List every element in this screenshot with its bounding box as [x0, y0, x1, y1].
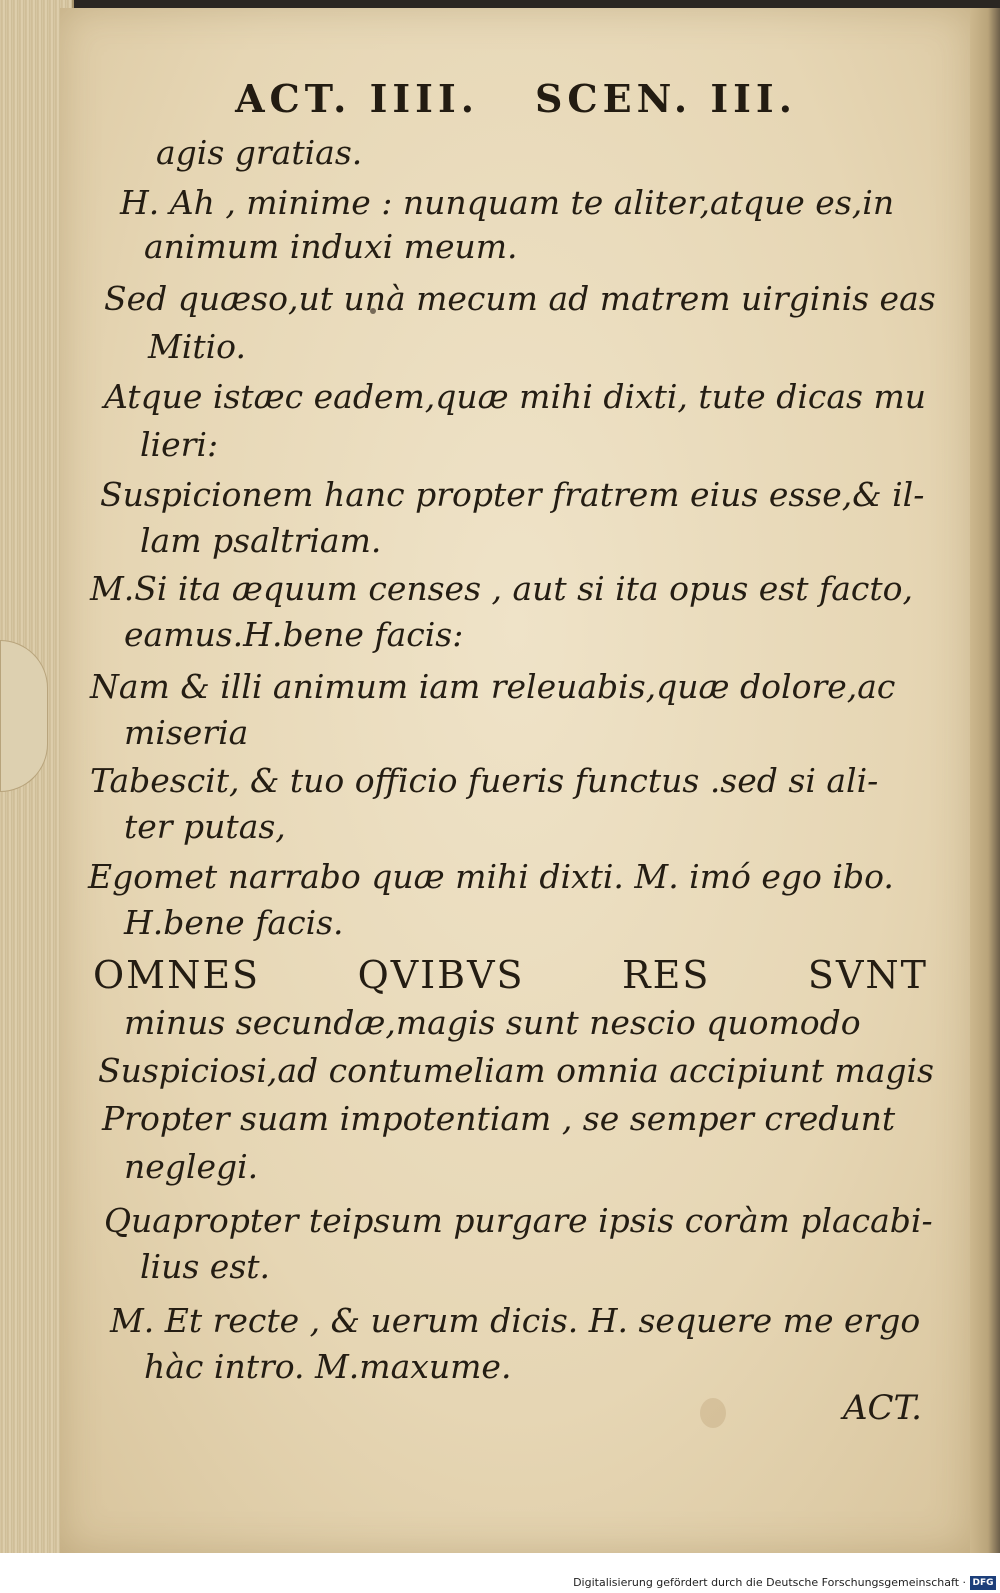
footer-bar [0, 1553, 1000, 1593]
paper-stain [700, 1398, 726, 1428]
caps-word: OMNES [93, 953, 261, 997]
text-line: Nam & illi animum iam releuabis,quæ dolore,ac [90, 667, 896, 706]
text-line: M. Et recte , & uerum dicis. H. sequere me ergo [110, 1301, 921, 1340]
text-line: ter putas, [124, 807, 286, 846]
text-line: Quapropter teipsum purgare ipsis coràm placabi- [104, 1201, 933, 1240]
text-line: Egomet narrabo quæ mihi dixti. M. imó ego ibo. [88, 857, 894, 896]
text-line: lam psaltriam. [140, 521, 382, 560]
text-line: Suspicionem hanc propter fratrem eius esse,& il- [100, 475, 925, 514]
text-line: H. Ah , minime : nunquam te aliter,atque es,in [120, 183, 895, 222]
text-line: lieri: [140, 425, 219, 464]
text-line: M.Si ita æquum censes , aut si ita opus est facto, [90, 569, 913, 608]
text-line: eamus.H.bene facis: [124, 615, 464, 654]
text-line: Mitio. [148, 327, 246, 366]
text-line: Sed quæso,ut unà mecum ad matrem uirginis eas [104, 279, 936, 318]
text-line: neglegi. [124, 1147, 259, 1186]
scene-number: SCEN. III. [534, 76, 797, 121]
text-line: animum induxi meum. [144, 227, 518, 266]
act-number: ACT. IIII. [235, 76, 479, 121]
text-line: minus secundæ,magis sunt nescio quomodo [124, 1003, 861, 1042]
page [60, 8, 972, 1553]
dfg-logo-icon: DFG [970, 1576, 996, 1590]
text-line: Atque istæc eadem,quæ mihi dixti, tute dicas mu [104, 377, 927, 416]
text-line: H.bene facis. [124, 903, 344, 942]
running-header [60, 76, 972, 121]
caps-word: QVIBVS [357, 953, 525, 997]
text-line: miseria [124, 713, 249, 752]
text-line: lius est. [140, 1247, 271, 1286]
funding-credit: Digitalisierung gefördert durch die Deutsche Forschungsgemeinschaft · [573, 1576, 966, 1589]
catchword: ACT. [842, 1388, 922, 1428]
caps-word: SVNT [807, 953, 928, 997]
text-line: Propter suam impotentiam , se semper credunt [102, 1099, 896, 1138]
text-line: Suspiciosi,ad contumeliam omnia accipiunt magis [98, 1051, 934, 1090]
caps-word: RES [622, 953, 711, 997]
text-line: Tabescit, & tuo officio fueris functus .sed si ali- [90, 761, 879, 800]
text-line: agis gratias. [156, 133, 363, 172]
clasp-shadow [0, 640, 48, 792]
capitals-line [93, 953, 928, 997]
text-line: hàc intro. M.maxume. [144, 1347, 512, 1386]
facing-page-edge [970, 8, 1000, 1553]
